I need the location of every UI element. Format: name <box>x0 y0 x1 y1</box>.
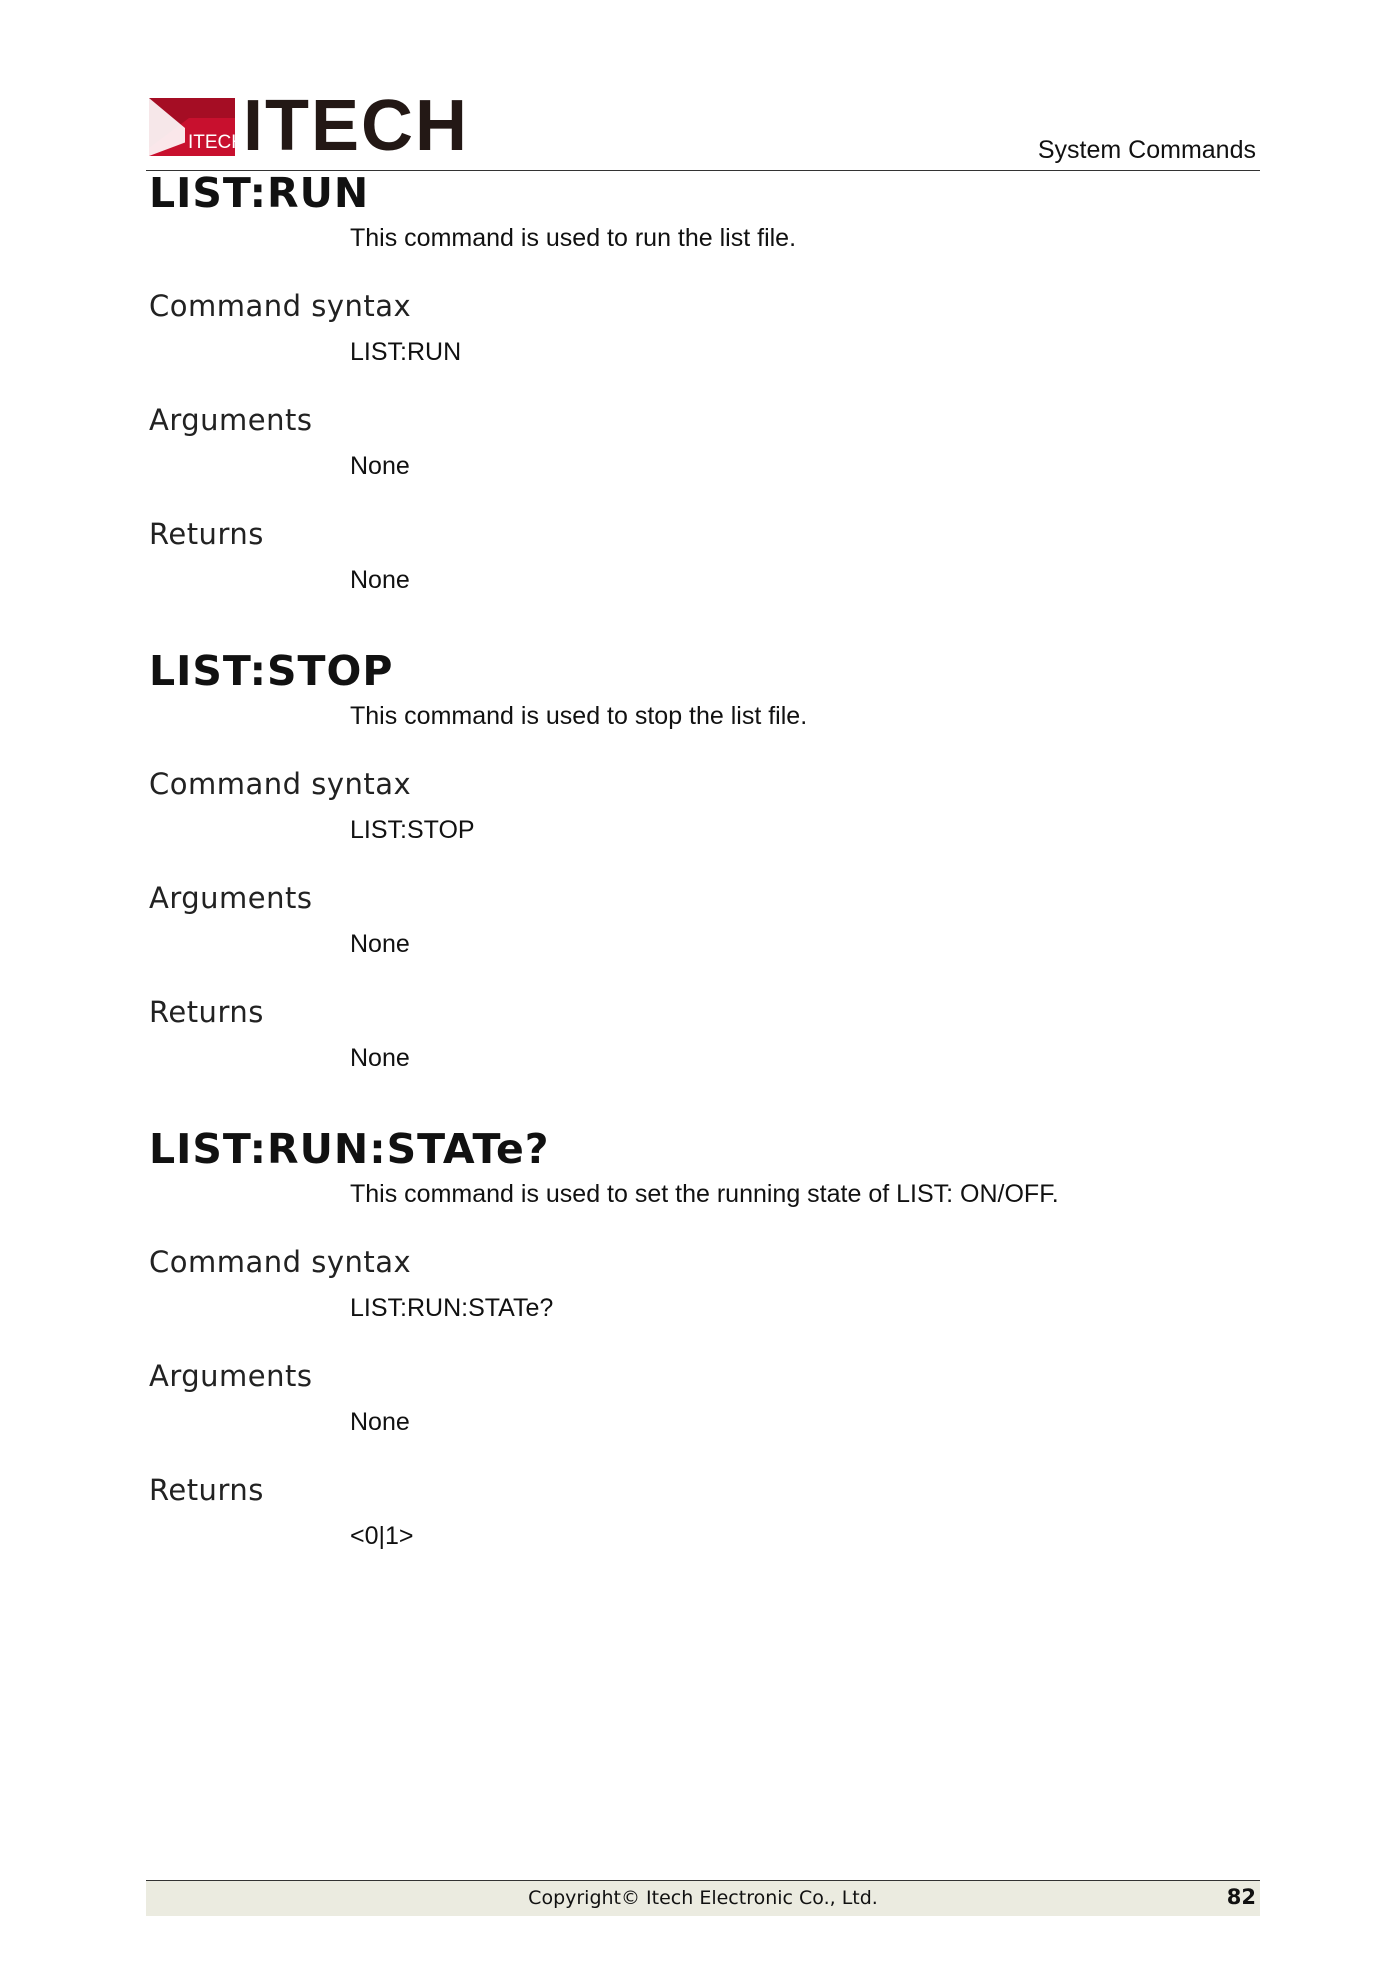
command-title: LIST:RUN <box>149 169 370 217</box>
svg-text:ITECH: ITECH <box>188 132 245 153</box>
arguments-value: None <box>350 452 410 480</box>
page-header <box>146 86 1260 171</box>
arguments-value: None <box>350 1408 410 1436</box>
command-title: LIST:STOP <box>149 647 394 695</box>
returns-heading: Returns <box>149 995 264 1029</box>
logo-wordmark: ITECH <box>243 86 469 166</box>
command-description: This command is used to stop the list file. <box>350 702 808 730</box>
page-number: 82 <box>1226 1885 1256 1909</box>
page-footer <box>146 1880 1260 1916</box>
arguments-heading: Arguments <box>149 1359 313 1393</box>
arguments-value: None <box>350 930 410 958</box>
returns-heading: Returns <box>149 1473 264 1507</box>
section-label: System Commands <box>1037 136 1256 164</box>
returns-value: None <box>350 566 410 594</box>
itech-emblem-icon <box>149 98 245 156</box>
syntax-value: LIST:STOP <box>350 816 475 844</box>
command-title: LIST:RUN:STATe? <box>149 1125 550 1173</box>
command-description: This command is used to run the list file. <box>350 224 797 252</box>
syntax-heading: Command syntax <box>149 1245 412 1279</box>
command-block <box>149 1124 1249 1552</box>
syntax-heading: Command syntax <box>149 767 412 801</box>
arguments-heading: Arguments <box>149 881 313 915</box>
copyright-text: Copyright© Itech Electronic Co., Ltd. <box>528 1887 878 1909</box>
command-block <box>149 646 1249 1074</box>
syntax-value: LIST:RUN <box>350 338 462 366</box>
returns-value: None <box>350 1044 410 1072</box>
syntax-value: LIST:RUN:STATe? <box>350 1294 554 1322</box>
arguments-heading: Arguments <box>149 403 313 437</box>
command-description: This command is used to set the running state of LIST: ON/OFF. <box>350 1180 1059 1208</box>
returns-heading: Returns <box>149 517 264 551</box>
command-block <box>149 168 1249 596</box>
returns-value: <0|1> <box>350 1522 414 1550</box>
syntax-heading: Command syntax <box>149 289 412 323</box>
